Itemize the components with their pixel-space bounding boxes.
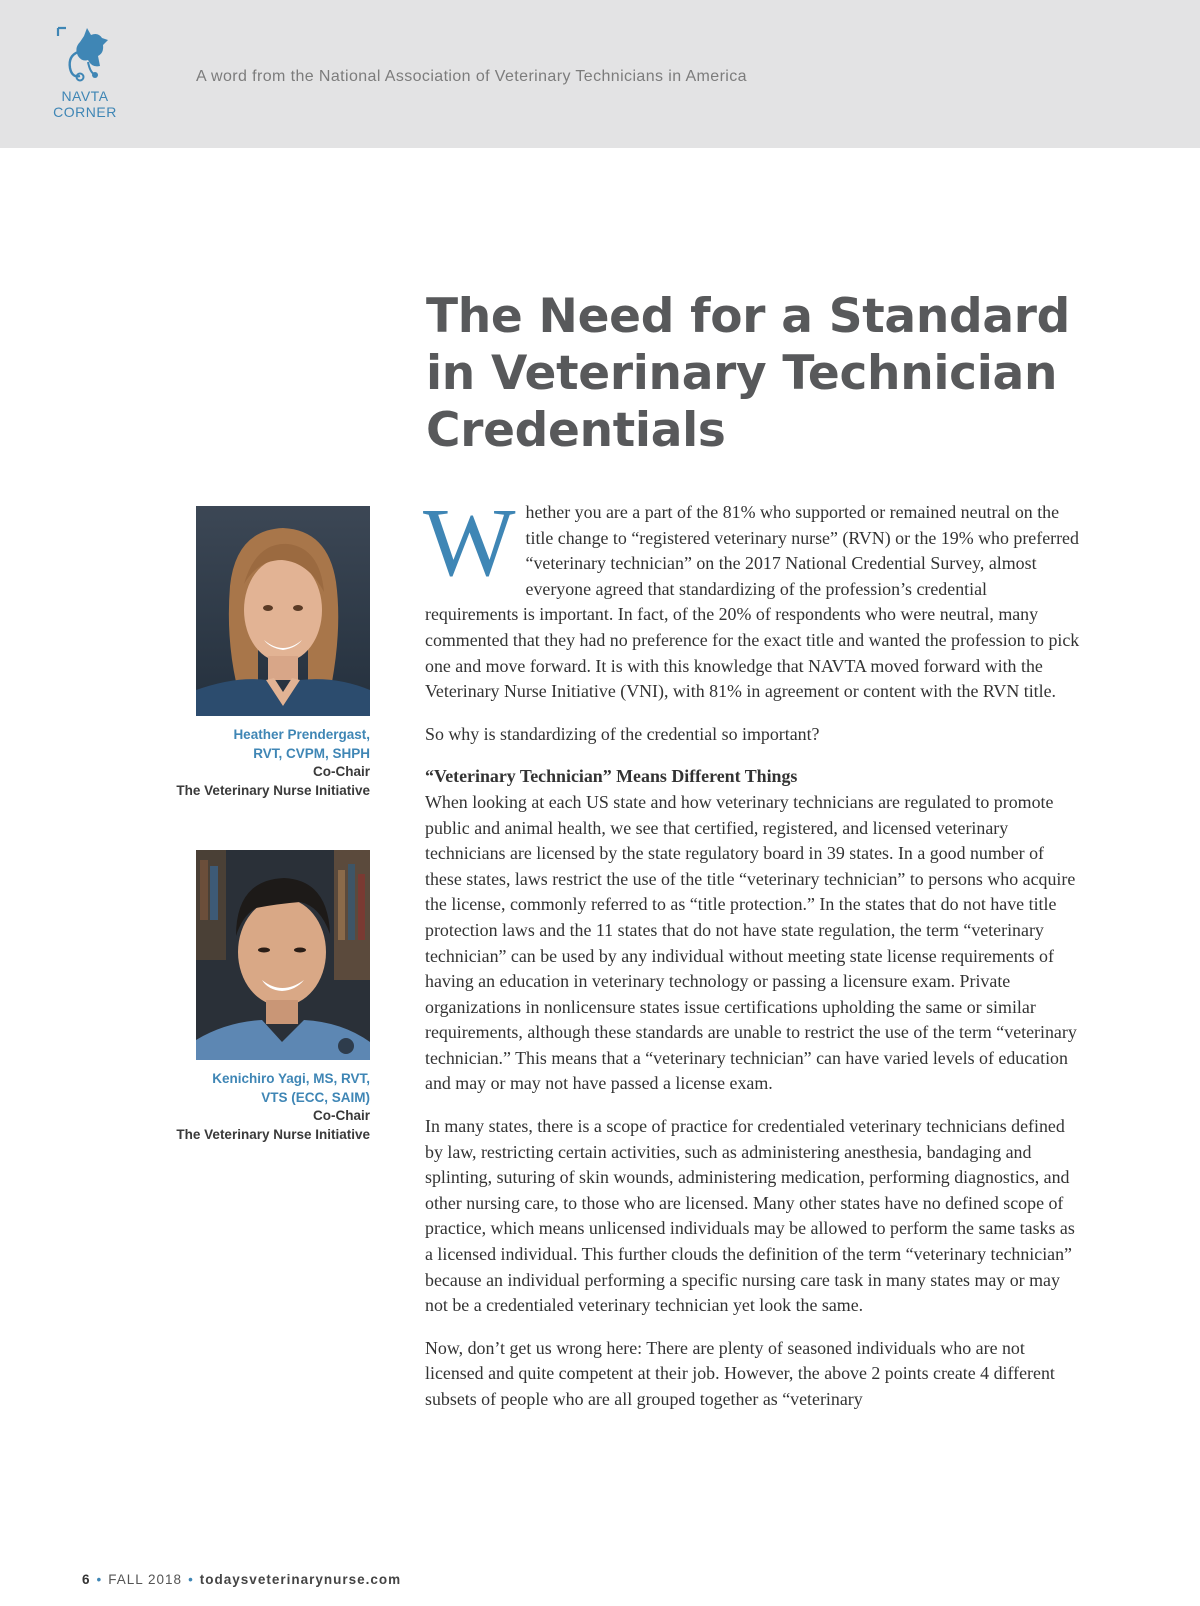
- article-body: [423, 489, 1080, 1430]
- logo-line-corner: CORNER: [53, 104, 117, 120]
- dog-cat-stethoscope-icon: [56, 26, 114, 86]
- section-text: When looking at each US state and how veterinary technicians are regulated to promote public and animal health, we see that certified, registered, and licensed veterinary technicians are licensed by the state regulatory board in 39 states. In a good number of these states, laws restrict the use of the title “veterinary technician” to persons who acquire the license, commonly referred to as “title protection.” In the states that do not have title protection laws and the 11 states that do not have state regulation, the term “veterinary technician” can be used by any individual without meeting state license requirements of having an education in veterinary technology or passing a licensure exam. Private organizations in nonlicensure states issue certifications upholding the same or similar requirements, although these standards are unable to restrict the use of the term “veterinary technician.” This means that a “veterinary technician” can have varied levels of education and may or may not have passed a license exam.: [425, 791, 1077, 1094]
- section-paragraph: [425, 764, 1080, 1097]
- author-name-line1: Heather Prendergast,: [233, 727, 370, 742]
- author-name-line2: VTS (ECC, SAIM): [261, 1089, 370, 1105]
- drop-cap: W: [423, 489, 516, 597]
- author-name-line1: Kenichiro Yagi, MS, RVT,: [212, 1071, 370, 1086]
- article-title: The Need for a Standard in Veterinary Technician Credentials: [426, 289, 1070, 458]
- author-caption-heather: [130, 726, 370, 800]
- scope-paragraph: In many states, there is a scope of practice for credentialed veterinary technicians defined by law, restricting certain activities, such as administering anesthesia, bandaging and splinting, suturing of skin wounds, administering medication, performing diagnostics, and other nursing care, to those who are licensed. Many other states have no defined scope of practice, which means unlicensed individuals may be allowed to perform the same tasks as a licensed individual. This further clouds the definition of the term “veterinary technician” because an individual performing a specific nursing care task in many states may or may not be a credentialed veterinary technician yet look the same.: [425, 1116, 1075, 1316]
- header-band: [0, 0, 1200, 148]
- intro-paragraph: [423, 489, 1080, 705]
- section-subhead: “Veterinary Technician” Means Different Things: [425, 766, 798, 787]
- footer-separator: •: [188, 1572, 194, 1587]
- issue-label: FALL 2018: [108, 1572, 183, 1587]
- author-role: Co-Chair: [313, 764, 370, 779]
- author-org: The Veterinary Nurse Initiative: [176, 782, 370, 798]
- closing-paragraph: Now, don’t get us wrong here: There are plenty of seasoned individuals who are not licensed and quite competent at their job. However, the above 2 points create 4 different subsets of people who are all grouped together as “veterinary: [425, 1337, 1055, 1409]
- header-tagline: A word from the National Association of Veterinary Technicians in America: [196, 68, 747, 85]
- author-photo-kenichiro: [196, 850, 370, 1060]
- logo-text: [50, 88, 120, 120]
- author-role: Co-Chair: [313, 1108, 370, 1123]
- navta-logo: [50, 26, 120, 122]
- intro-text: hether you are a part of the 81% who supported or remained neutral on the title change to “registered veterinary nurse” (RVN) or the 19% who preferred “veterinary technician” on the 2017 National Credential Survey, almost everyone agreed that standardizing of the profession’s credential requirements is important. In fact, of the 20% of respondents who were neutral, many commented that they had no preference for the exact title and wanted the profession to pick one and move forward. It is with this knowledge that NAVTA moved forward with the Veterinary Nurse Initiative (VNI), with 81% in agreement or content with the RVN title.: [425, 502, 1080, 702]
- logo-line-navta: NAVTA: [61, 88, 109, 104]
- page-footer: [82, 1572, 401, 1587]
- page-number: 6: [82, 1572, 91, 1587]
- author-org: The Veterinary Nurse Initiative: [176, 1126, 370, 1142]
- author-caption-kenichiro: [130, 1070, 370, 1144]
- question-paragraph: So why is standardizing of the credential so important?: [425, 723, 820, 744]
- author-name-line2: RVT, CVPM, SHPH: [253, 745, 370, 761]
- website-link[interactable]: todaysveterinarynurse.com: [199, 1572, 402, 1587]
- footer-separator: •: [96, 1572, 103, 1587]
- author-photo-heather: [196, 506, 370, 716]
